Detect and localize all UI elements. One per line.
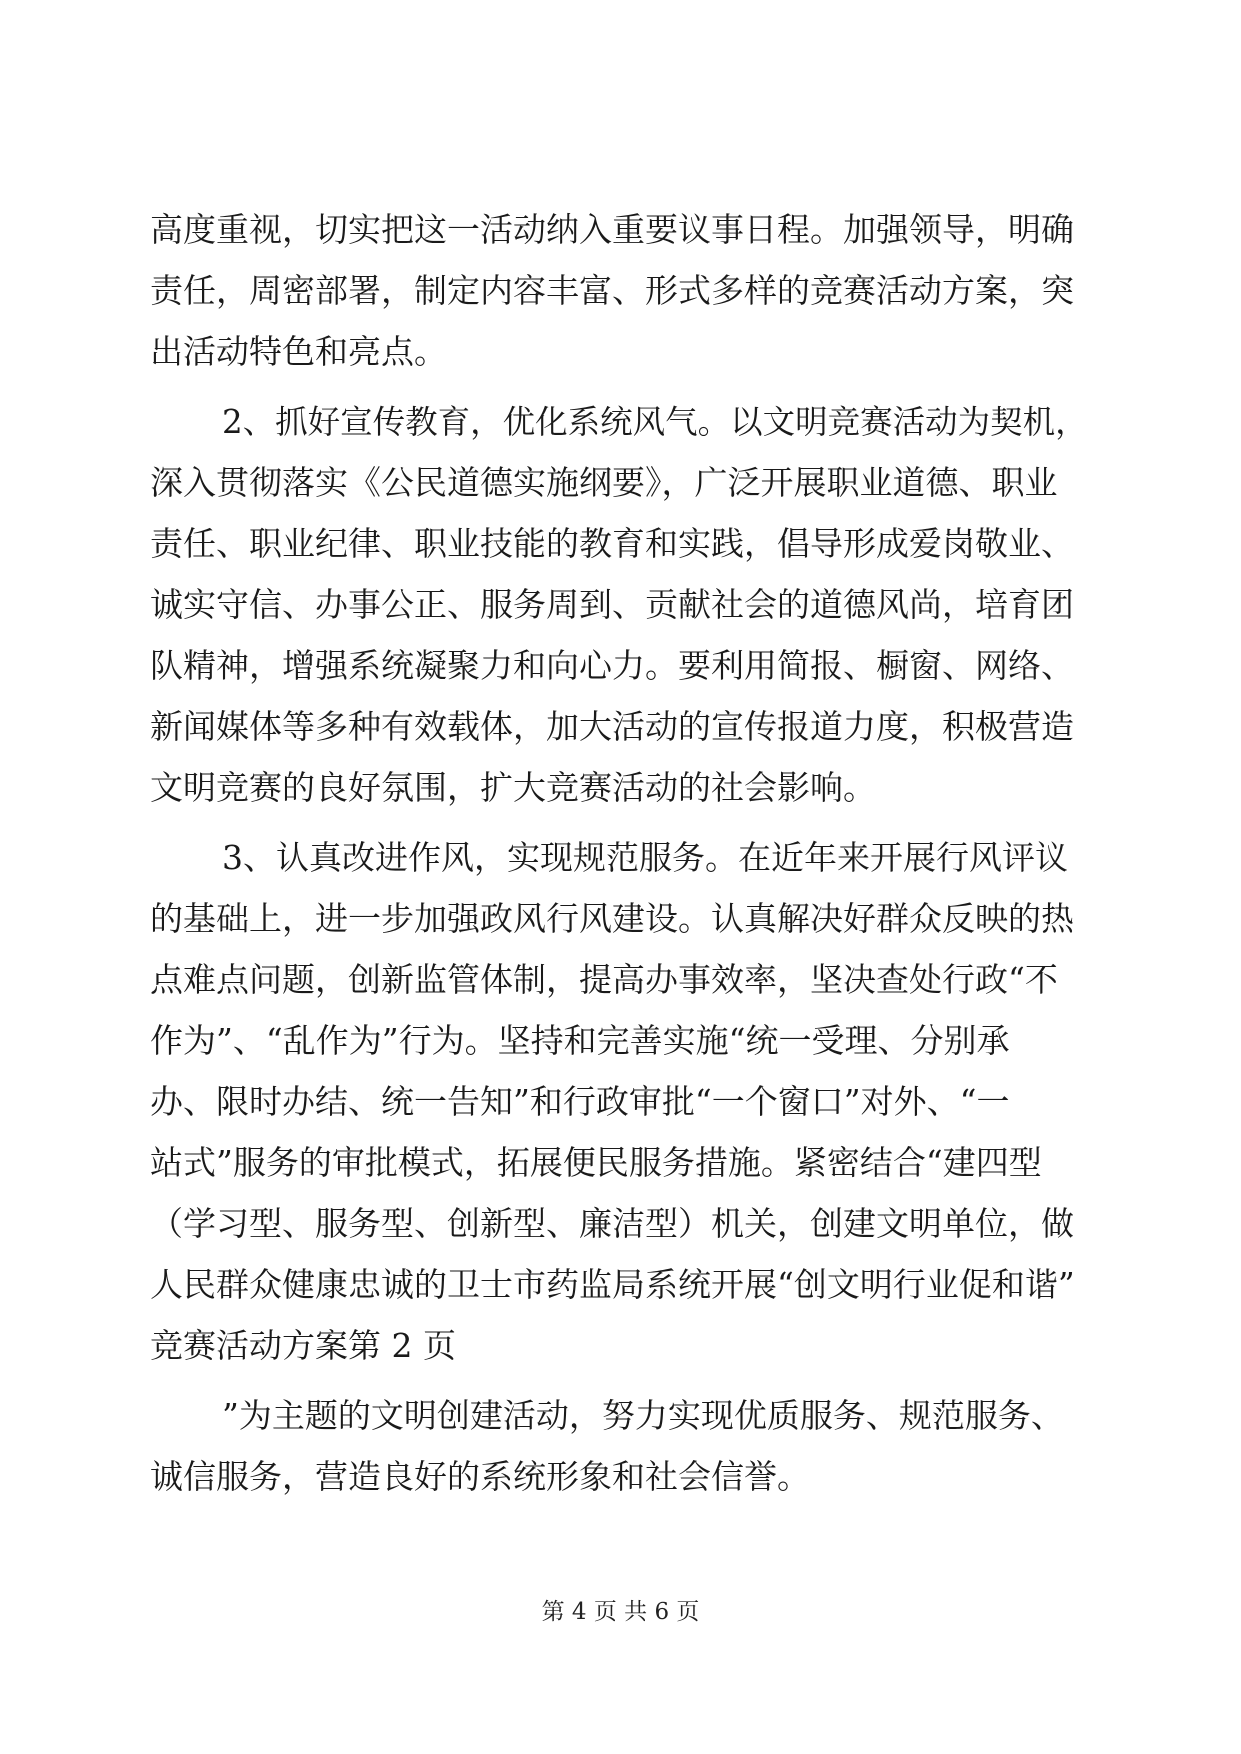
body-line: 站式”服务的审批模式，拓展便民服务措施。紧密结合“建四型 (150, 1143, 1042, 1182)
body-line: 责任、职业纪律、职业技能的教育和实践，倡导形成爱岗敬业、 (150, 524, 1074, 563)
body-line: 新闻媒体等多种有效载体，加大活动的宣传报道力度，积极营造 (150, 707, 1074, 746)
page-footer: 第 4 页 共 6 页 (541, 1599, 700, 1625)
body-line: 点难点问题，创新监管体制，提高办事效率，坚决查处行政“不 (150, 960, 1058, 999)
body-line: 责任，周密部署，制定内容丰富、形式多样的竞赛活动方案，突 (150, 271, 1074, 310)
body-line: 出活动特色和亮点。 (150, 332, 447, 371)
body-line: （学习型、服务型、创新型、廉洁型）机关，创建文明单位，做 (150, 1204, 1074, 1243)
body-line: 高度重视，切实把这一活动纳入重要议事日程。加强领导，明确 (150, 210, 1074, 249)
body-line: 2、抓好宣传教育，优化系统风气。以文明竞赛活动为契机， (222, 403, 1088, 441)
body-line: 作为”、“乱作为”行为。坚持和完善实施“统一受理、分别承 (150, 1021, 1010, 1060)
body-line: 文明竞赛的良好氛围，扩大竞赛活动的社会影响。 (150, 768, 876, 807)
body-line: 诚实守信、办事公正、服务周到、贡献社会的道德风尚，培育团 (150, 585, 1074, 624)
body-line: 诚信服务，营造良好的系统形象和社会信誉。 (150, 1457, 810, 1496)
body-line: 队精神，增强系统凝聚力和向心力。要利用简报、橱窗、网络、 (150, 646, 1074, 685)
body-line: 办、限时办结、统一告知”和行政审批“一个窗口”对外、“一 (150, 1082, 1010, 1121)
body-line: ”为主题的文明创建活动，努力实现优质服务、规范服务、 (222, 1396, 1064, 1435)
body-line: 竞赛活动方案第 2 页 (150, 1326, 456, 1365)
body-line: 的基础上，进一步加强政风行风建设。认真解决好群众反映的热 (150, 899, 1074, 938)
body-line: 深入贯彻落实《公民道德实施纲要》，广泛开展职业道德、职业 (150, 463, 1058, 502)
body-line: 人民群众健康忠诚的卫士市药监局系统开展“创文明行业促和谐” (150, 1265, 1075, 1304)
body-line: 3、认真改进作风，实现规范服务。在近年来开展行风评议 (222, 838, 1068, 877)
